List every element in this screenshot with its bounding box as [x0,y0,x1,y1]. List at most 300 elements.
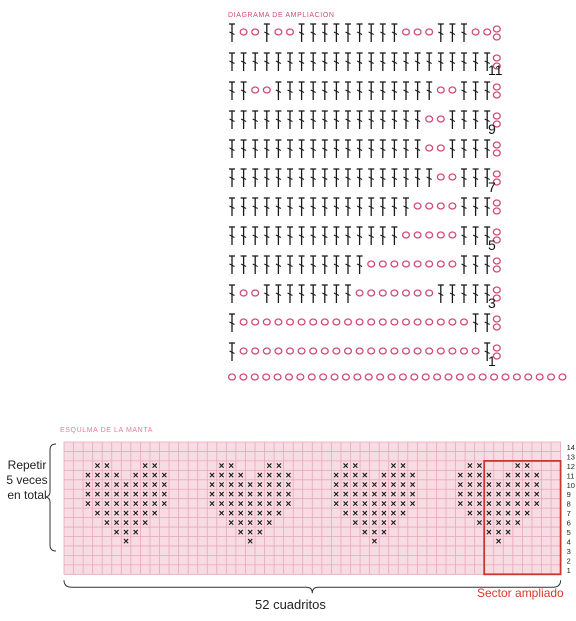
cross-mark: × [151,508,158,520]
cross-mark: × [218,498,225,510]
cross-mark: × [400,498,406,510]
cross-mark: × [218,461,225,473]
chain-stitch-symbol [403,29,410,35]
dc-stitch-symbol [333,198,339,216]
chain-stitch-symbol [331,374,338,380]
dc-stitch-symbol [426,169,432,187]
cross-mark: × [275,480,282,492]
dc-stitch-symbol [391,24,397,42]
chain-stitch-symbol [449,87,456,93]
dc-stitch-symbol [299,169,305,187]
dc-stitch-symbol [345,82,351,100]
cross-mark: × [113,470,120,482]
dc-stitch-symbol [345,198,351,216]
chain-stitch-symbol [343,374,350,380]
cross-mark: × [524,508,531,520]
cross-mark: × [266,508,273,520]
chart-row-number: 12 [566,461,575,471]
cross-mark: × [495,508,502,520]
dc-stitch-symbol [252,256,258,274]
chain-stitch-symbol [298,348,305,354]
chain-stitch-symbol [491,374,498,380]
chain-stitch-symbol [426,319,433,325]
cross-mark: × [247,489,254,501]
chain-stitch-symbol [252,29,259,35]
dc-stitch-symbol [275,111,281,129]
cross-mark: × [237,508,244,520]
dc-stitch-symbol [461,256,467,274]
cross-mark: × [94,489,101,501]
cross-mark: × [495,527,502,539]
dc-stitch-symbol [368,82,374,100]
cross-mark: × [123,498,129,510]
cross-mark: × [390,508,397,520]
dc-stitch-symbol [229,24,235,42]
chain-stitch-symbol [391,319,398,325]
cross-mark: × [142,517,149,529]
cross-mark: × [505,489,511,501]
cross-mark: × [123,480,129,492]
cross-mark: × [514,461,521,473]
chain-stitch-symbol [310,319,317,325]
chain-stitch-symbol [403,348,410,354]
cross-mark: × [409,480,416,492]
cross-mark: × [361,517,368,529]
cross-mark: × [457,489,464,501]
blanket-chart-title: ESQULMA DE LA MANTA [60,427,153,434]
dc-stitch-symbol [299,256,305,274]
cross-mark: × [524,470,531,482]
cross-mark: × [256,498,263,510]
chain-stitch-symbol [449,319,456,325]
enlargement-diagram-title: DIAGRAMA DE AMPLIACION [228,12,335,19]
dc-stitch-symbol [484,140,490,158]
dc-stitch-symbol [252,111,258,129]
dc-stitch-symbol [333,227,339,245]
dc-stitch-symbol [229,53,235,71]
dc-stitch-symbol [252,53,258,71]
dc-stitch-symbol [345,53,351,71]
chart-row-number: 5 [566,528,571,537]
dc-stitch-symbol [357,169,363,187]
cross-mark: × [400,489,406,501]
chain-stitch-symbol [437,145,444,151]
chain-stitch-symbol [449,174,456,180]
cross-mark: × [104,470,110,482]
cross-mark: × [275,461,282,473]
chart-row-number: 4 [566,537,571,547]
cross-mark: × [476,517,483,529]
chain-stitch-symbol [391,290,398,296]
dc-stitch-symbol [391,227,397,245]
cross-mark: × [390,470,397,482]
cross-mark: × [466,498,473,510]
dc-stitch-symbol [368,227,374,245]
chain-stitch-symbol [461,319,468,325]
dc-stitch-symbol [229,227,235,245]
cross-mark: × [486,489,492,501]
cross-mark: × [275,489,282,501]
dc-stitch-symbol [333,24,339,42]
cross-mark: × [533,470,540,482]
dc-stitch-symbol [287,198,293,216]
dc-stitch-symbol [322,24,328,42]
dc-stitch-symbol [299,53,305,71]
cross-mark: × [409,498,416,510]
dc-stitch-symbol [333,140,339,158]
chain-stitch-symbol [437,261,444,267]
dc-stitch-symbol [229,256,235,274]
cross-mark: × [218,489,225,501]
cross-mark: × [381,517,387,529]
chain-stitch-symbol [333,319,340,325]
cross-mark: × [247,517,254,529]
dc-stitch-symbol [229,198,235,216]
dc-stitch-symbol [415,111,421,129]
chain-stitch-symbol [252,319,259,325]
cross-mark: × [132,517,139,529]
cross-mark: × [495,536,502,548]
dc-stitch-symbol [310,111,316,129]
cross-mark: × [218,480,225,492]
cross-mark: × [266,470,273,482]
cross-mark: × [371,498,378,510]
cross-mark: × [228,461,235,473]
cross-mark: × [256,527,263,539]
cross-mark: × [123,489,129,501]
cross-mark: × [161,489,168,501]
cross-mark: × [228,480,235,492]
dc-stitch-symbol [287,140,293,158]
cross-mark: × [237,498,244,510]
dc-stitch-symbol [287,53,293,71]
dc-stitch-symbol [357,140,363,158]
chain-stitch-symbol [275,29,282,35]
dc-stitch-symbol [299,24,305,42]
cross-mark: × [457,498,464,510]
dc-stitch-symbol [275,285,281,303]
cross-mark: × [161,498,168,510]
cross-mark: × [505,498,511,510]
chain-stitch-symbol [456,374,463,380]
cross-mark: × [505,527,511,539]
dc-stitch-symbol [275,227,281,245]
dc-stitch-symbol [380,82,386,100]
chain-stitch-symbol [536,374,543,380]
chain-stitch-symbol [251,374,258,380]
dc-stitch-symbol [345,227,351,245]
chart-row-number: 13 [566,452,575,462]
cross-mark: × [352,461,359,473]
dc-stitch-symbol [449,53,455,71]
cross-mark: × [266,480,273,492]
chain-stitch-symbol [379,261,386,267]
dc-stitch-symbol [322,53,328,71]
dc-stitch-symbol [264,53,270,71]
dc-stitch-symbol [229,111,235,129]
cross-mark: × [342,498,349,510]
dc-stitch-symbol [333,111,339,129]
chain-stitch-symbol [493,34,500,40]
chain-stitch-symbol [345,348,352,354]
cross-mark: × [486,480,492,492]
cross-mark: × [228,489,235,501]
cross-mark: × [142,480,149,492]
chain-stitch-symbol [403,290,410,296]
cross-mark: × [84,480,91,492]
dc-stitch-symbol [275,169,281,187]
cross-mark: × [352,470,359,482]
row-label-9: 9 [488,121,496,137]
cross-mark: × [361,498,368,510]
dc-stitch-symbol [310,53,316,71]
dc-stitch-symbol [391,169,397,187]
chain-stitch-symbol [263,374,270,380]
cross-mark: × [266,517,273,529]
cross-mark: × [247,536,254,548]
cross-mark: × [466,461,473,473]
cross-mark: × [237,517,244,529]
cross-mark: × [466,480,473,492]
chain-stitch-symbol [422,374,429,380]
chain-stitch-symbol [391,348,398,354]
cross-mark: × [342,461,349,473]
cross-mark: × [390,480,397,492]
cross-mark: × [371,536,378,548]
dc-stitch-symbol [449,285,455,303]
dc-stitch-symbol [310,140,316,158]
chain-stitch-symbol [287,348,294,354]
repeat-label [2,458,52,503]
chain-stitch-symbol [493,150,500,156]
cross-mark: × [247,508,254,520]
chain-stitch-symbol [493,266,500,272]
chain-stitch-symbol [434,374,441,380]
cross-mark: × [247,527,254,539]
cross-mark: × [228,470,235,482]
cross-mark: × [352,498,359,510]
dc-stitch-symbol [229,82,235,100]
cross-mark: × [342,489,349,501]
cross-mark: × [228,498,235,510]
chain-stitch-symbol [297,374,304,380]
dc-stitch-symbol [310,24,316,42]
dc-stitch-symbol [229,314,235,332]
cross-mark: × [104,517,110,529]
cross-mark: × [381,527,387,539]
cross-mark: × [371,489,378,501]
cross-mark: × [533,480,540,492]
cross-mark: × [237,527,244,539]
dc-stitch-symbol [473,169,479,187]
cross-mark: × [514,470,521,482]
chain-stitch-symbol [493,229,500,235]
dc-stitch-symbol [310,227,316,245]
dc-stitch-symbol [345,169,351,187]
cross-mark: × [123,527,129,539]
cross-mark: × [209,480,215,492]
dc-stitch-symbol [391,140,397,158]
cross-mark: × [476,508,483,520]
dc-stitch-symbol [403,82,409,100]
cross-mark: × [514,489,521,501]
cross-mark: × [514,517,521,529]
cross-mark: × [275,470,282,482]
dc-stitch-symbol [473,82,479,100]
chain-stitch-symbol [240,374,247,380]
cross-mark: × [132,480,139,492]
chain-stitch-symbol [493,258,500,264]
cross-mark: × [123,536,129,548]
dc-stitch-symbol [345,256,351,274]
dc-stitch-symbol [449,24,455,42]
dc-stitch-symbol [299,198,305,216]
cross-mark: × [123,508,129,520]
dc-stitch-symbol [264,24,270,42]
cross-mark: × [237,489,244,501]
cross-mark: × [209,470,215,482]
cross-mark: × [352,517,359,529]
chart-row-number: 7 [566,509,571,519]
dc-stitch-symbol [449,111,455,129]
cross-mark: × [505,517,511,529]
dc-stitch-symbol [275,140,281,158]
chain-stitch-symbol [379,290,386,296]
dc-stitch-symbol [357,227,363,245]
dc-stitch-symbol [415,140,421,158]
cross-mark: × [113,489,120,501]
dc-stitch-symbol [322,140,328,158]
dc-stitch-symbol [310,256,316,274]
dc-stitch-symbol [484,198,490,216]
chain-stitch-symbol [379,348,386,354]
cross-mark: × [94,498,101,510]
dc-stitch-symbol [310,285,316,303]
cross-mark: × [476,498,483,510]
cross-mark: × [142,508,149,520]
cross-mark: × [104,489,110,501]
chain-stitch-symbol [379,319,386,325]
chain-stitch-symbol [356,319,363,325]
chart-row-number: 2 [566,556,571,566]
dc-stitch-symbol [473,285,479,303]
chain-stitch-symbol [287,319,294,325]
chain-stitch-symbol [449,348,456,354]
cross-mark: × [218,508,225,520]
cross-mark: × [409,489,416,501]
cross-mark: × [84,489,91,501]
cross-mark: × [113,517,120,529]
chain-stitch-symbol [414,348,421,354]
chain-stitch-symbol [368,319,375,325]
cross-mark: × [151,470,158,482]
cross-mark: × [104,508,110,520]
cross-mark: × [333,480,340,492]
dc-stitch-symbol [438,24,444,42]
cross-mark: × [256,489,263,501]
chain-stitch-symbol [437,319,444,325]
dc-stitch-symbol [310,169,316,187]
dc-stitch-symbol [380,111,386,129]
chain-stitch-symbol [548,374,555,380]
dc-stitch-symbol [357,53,363,71]
cross-mark: × [285,470,292,482]
dc-stitch-symbol [403,169,409,187]
cross-mark: × [400,480,406,492]
cross-mark: × [505,480,511,492]
chain-stitch-symbol [263,348,270,354]
dc-stitch-symbol [252,169,258,187]
dc-stitch-symbol [333,169,339,187]
dc-stitch-symbol [241,111,247,129]
dc-stitch-symbol [484,314,490,332]
dc-stitch-symbol [275,256,281,274]
cross-mark: × [247,498,254,510]
chain-stitch-symbol [356,290,363,296]
dc-stitch-symbol [473,53,479,71]
cross-mark: × [342,508,349,520]
chain-stitch-symbol [240,319,247,325]
chart-row-number: 8 [566,499,571,509]
chain-stitch-symbol [403,319,410,325]
dc-stitch-symbol [299,82,305,100]
chain-stitch-symbol [426,203,433,209]
dc-stitch-symbol [461,169,467,187]
cross-mark: × [371,527,378,539]
dc-stitch-symbol [473,111,479,129]
chain-stitch-symbol [275,348,282,354]
dc-stitch-symbol [241,140,247,158]
chain-stitch-symbol [274,374,281,380]
chain-stitch-symbol [240,29,247,35]
dc-stitch-symbol [264,111,270,129]
chain-stitch-symbol [240,290,247,296]
cross-mark: × [352,489,359,501]
cross-mark: × [381,498,387,510]
cross-mark: × [466,489,473,501]
dc-stitch-symbol [299,227,305,245]
cross-mark: × [142,461,149,473]
dc-stitch-symbol [380,227,386,245]
cross-mark: × [228,517,235,529]
chain-stitch-symbol [493,55,500,61]
dc-stitch-symbol [333,53,339,71]
chain-stitch-symbol [308,374,315,380]
cross-mark: × [237,480,244,492]
cross-mark: × [495,489,502,501]
dc-stitch-symbol [438,285,444,303]
cross-mark: × [84,498,91,510]
cross-mark: × [400,461,406,473]
dc-stitch-symbol [264,198,270,216]
cross-mark: × [151,489,158,501]
cross-mark: × [400,470,406,482]
chain-stitch-symbol [287,29,294,35]
dc-stitch-symbol [403,140,409,158]
chain-stitch-symbol [365,374,372,380]
cross-mark: × [533,489,540,501]
dc-stitch-symbol [229,140,235,158]
chain-stitch-symbol [493,200,500,206]
cross-mark: × [94,480,101,492]
chain-stitch-symbol [426,261,433,267]
dc-stitch-symbol [287,285,293,303]
dc-stitch-symbol [426,82,432,100]
dc-stitch-symbol [299,285,305,303]
cross-mark: × [381,480,387,492]
chain-stitch-symbol [310,348,317,354]
dc-stitch-symbol [357,256,363,274]
